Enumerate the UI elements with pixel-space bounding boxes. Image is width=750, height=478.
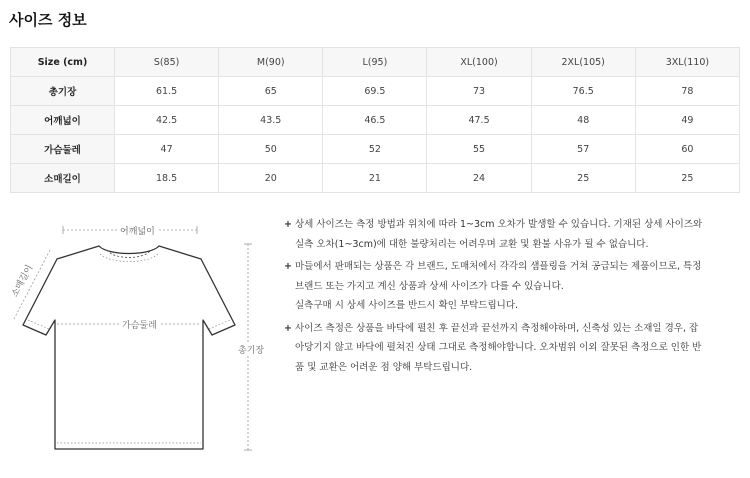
table-cell: 61.5 <box>115 77 219 106</box>
table-header-cell: S(85) <box>115 48 219 77</box>
note-line: 브랜드 또는 가지고 계신 상품과 상세 사이즈가 다를 수 있습니다. <box>295 280 564 292</box>
tshirt-measurement-diagram <box>0 212 270 474</box>
table-cell: 43.5 <box>219 106 323 135</box>
note-line: 실측 오차(1~3cm)에 대한 불량처리는 어려우며 교환 및 환불 사유가 될 수 없습니다. <box>295 238 649 250</box>
table-row <box>11 164 740 193</box>
table-cell: 50 <box>219 135 323 164</box>
table-cell: 55 <box>427 135 531 164</box>
total-length-label: 총기장 <box>236 343 266 356</box>
list-item <box>284 319 742 378</box>
note-line: 사이즈 측정은 상품을 바닥에 펼친 후 끝선과 끝선까지 측정해야하며, 신축성 있는 소재일 경우, 잡 <box>295 322 699 334</box>
table-header-cell: L(95) <box>323 48 427 77</box>
table-cell: 24 <box>427 164 531 193</box>
table-cell: 73 <box>427 77 531 106</box>
table-cell: 47 <box>115 135 219 164</box>
sleeve-length-label: 소매길이 <box>7 260 37 300</box>
table-header-cell: M(90) <box>219 48 323 77</box>
row-label: 가슴둘레 <box>11 135 115 164</box>
table-cell: 65 <box>219 77 323 106</box>
table-cell: 60 <box>635 135 739 164</box>
table-row <box>11 135 740 164</box>
table-cell: 48 <box>531 106 635 135</box>
table-row <box>11 106 740 135</box>
note-line: 아당기지 않고 바닥에 펼쳐진 상태 그대로 측정해야합니다. 오차범위 이외 잘못된 측정으로 인한 반 <box>295 342 702 353</box>
table-cell: 47.5 <box>427 106 531 135</box>
note-line: 마들에서 판매되는 상품은 각 브랜드, 도매처에서 각각의 샘플링을 거쳐 공급되는 제품이므로, 특정 <box>295 261 702 272</box>
table-cell: 25 <box>635 164 739 193</box>
table-cell: 57 <box>531 135 635 164</box>
plus-icon: + <box>284 322 292 334</box>
table-cell: 78 <box>635 77 739 106</box>
table-cell: 25 <box>531 164 635 193</box>
chest-width-label: 가슴둘레 <box>120 318 159 331</box>
size-notes-list <box>284 215 742 380</box>
note-line: 실측구매 시 상세 사이즈를 반드시 확인 부탁드립니다. <box>295 300 519 311</box>
table-cell: 49 <box>635 106 739 135</box>
size-table <box>10 47 740 193</box>
table-cell: 69.5 <box>323 77 427 106</box>
note-line: 상세 사이즈는 측정 방법과 위치에 따라 1~3cm 오차가 발생할 수 있습니다. 기재된 상세 사이즈와 <box>295 219 703 230</box>
page-title: 사이즈 정보 <box>9 11 87 29</box>
list-item <box>284 215 742 254</box>
list-item <box>284 257 742 316</box>
table-cell: 76.5 <box>531 77 635 106</box>
table-row <box>11 77 740 106</box>
table-cell: 46.5 <box>323 106 427 135</box>
note-line: 품 및 교환은 어려운 점 양해 부탁드립니다. <box>295 361 473 373</box>
table-cell: 52 <box>323 135 427 164</box>
table-header-cell: Size (cm) <box>11 48 115 77</box>
table-header-cell: 3XL(110) <box>635 48 739 77</box>
table-cell: 21 <box>323 164 427 193</box>
table-cell: 20 <box>219 164 323 193</box>
table-header-row <box>11 48 740 77</box>
table-cell: 42.5 <box>115 106 219 135</box>
row-label: 총기장 <box>11 77 115 106</box>
plus-icon: + <box>284 261 292 272</box>
row-label: 어깨넓이 <box>11 106 115 135</box>
shoulder-width-label: 어깨넓이 <box>118 224 157 237</box>
table-cell: 18.5 <box>115 164 219 193</box>
plus-icon: + <box>284 219 292 230</box>
row-label: 소매길이 <box>11 164 115 193</box>
table-header-cell: XL(100) <box>427 48 531 77</box>
tshirt-outline-icon <box>0 212 270 474</box>
table-header-cell: 2XL(105) <box>531 48 635 77</box>
